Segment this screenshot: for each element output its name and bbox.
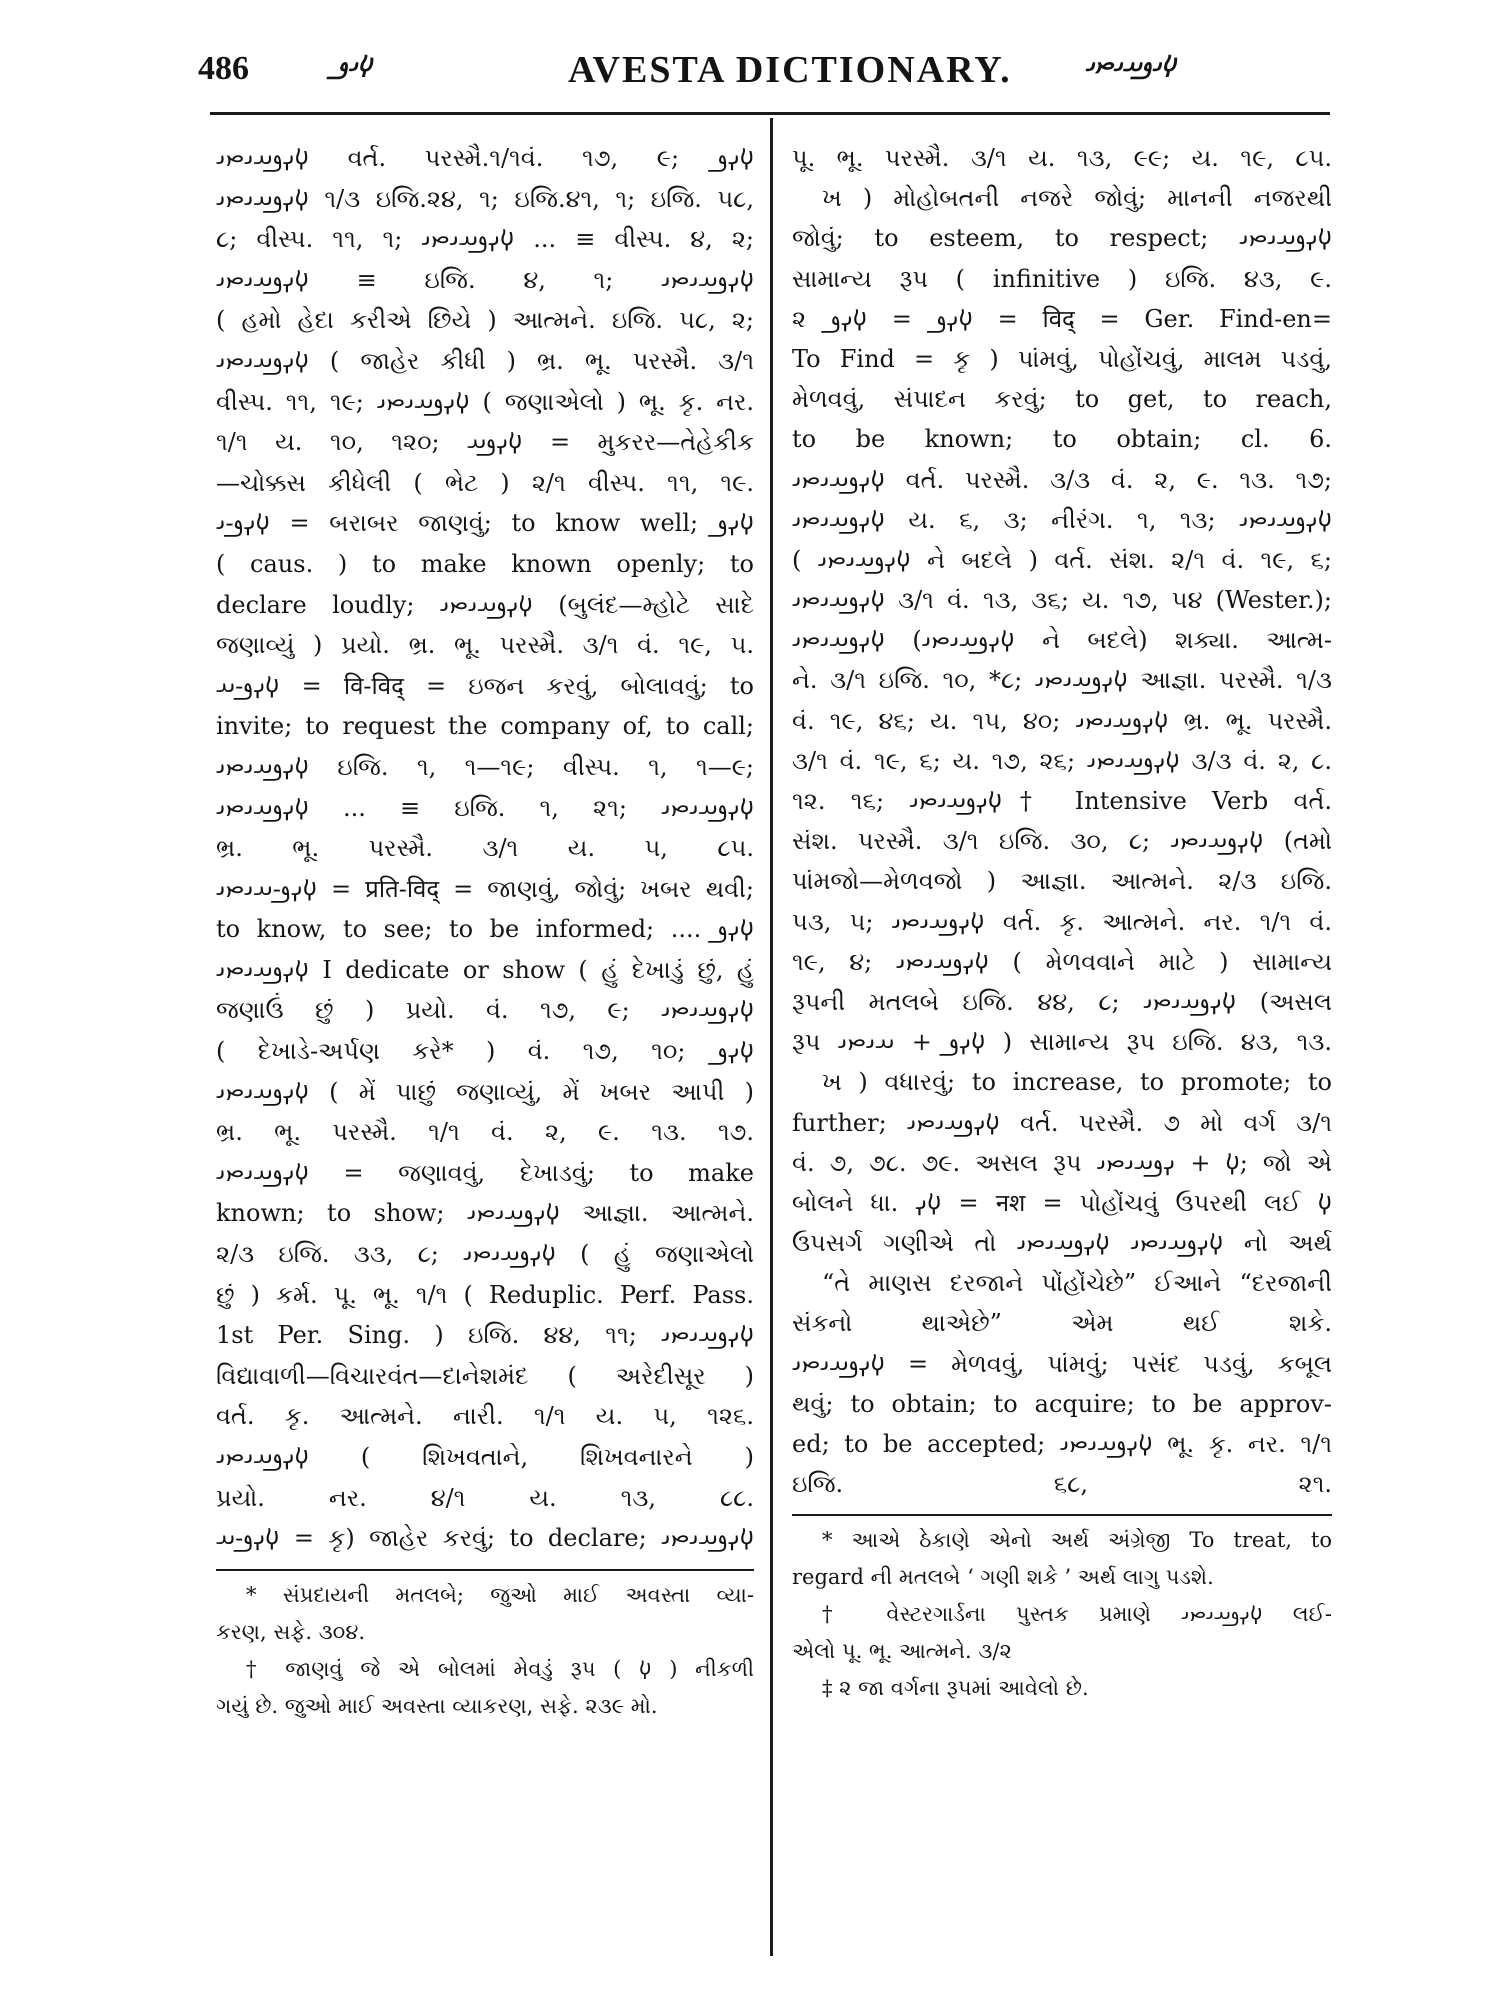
dictionary-text-line: “તે માણસ દરજાને પોંહોંચેછે” ઈઆને “દરજાની (822, 1269, 1332, 1298)
right-footnotes (792, 1522, 1332, 1707)
dictionary-text-line: ૧/૧ ય. ૧૦, ૧૨૦; 𐬬𐬍𐬛𐬀 = મુકરર—તેહેકીક (216, 428, 754, 457)
footnote-line: * સંપ્રદાયની મતલબે; જુઓ માઈ અવસ્તા વ્યા- (246, 1582, 754, 1607)
dictionary-text-line: સામાન્ય રૂપ ( infinitive ) ઇજિ. ૪૩, ૯. (792, 264, 1332, 293)
dictionary-text-line: ૮; વીસ્પ. ૧૧, ૧; 𐬬𐬍𐬛𐬀𐬌𐬙𐬌 ... ≡ વીસ્પ. ૪, ૨; (216, 225, 754, 254)
dictionary-text-line: ૩/૧ વં. ૧૯, ૬; ય. ૧૭, ૨૬; 𐬬𐬍𐬛𐬀𐬌𐬙𐬌 ૩/૩ વં. ૨, ૮. (792, 746, 1332, 775)
dictionary-text-line: ભ્ર. ભૂ. પરસ્મૈ. ૧/૧ વં. ૨, ૯. ૧૩. ૧૭. (216, 1118, 754, 1147)
dictionary-text-line: invite; to request the company of, to call; (216, 712, 754, 741)
dictionary-text-line: બોલને ધા. 𐬬𐬍 = नश = પોહોંચવું ઉપરથી લઈ 𐬬 (792, 1188, 1332, 1217)
dictionary-text-line: ઇજિ. ૬૮, ૨૧. (792, 1470, 1332, 1499)
dictionary-text-line: મેળવવું, સંપાદન કરવું; to get, to reach, (792, 385, 1332, 414)
dictionary-text-line: વં. ૭, ૭૮. ૭૯. અસલ રૂપ 𐬬 + 𐬍𐬛𐬀𐬌𐬙𐬌; જો એ (792, 1148, 1332, 1177)
dictionary-text-line: 𐬬𐬍𐬛-𐬀𐬌𐬙𐬌 = प्रति-विद् = જાણવું, જોવું; ખબર થવી; (216, 874, 754, 903)
dictionary-text-line: વર્ત. કૃ. આત્મને. નારી. ૧/૧ ય. ૫, ૧૨૬. (216, 1402, 754, 1431)
dictionary-text-line: To Find = કૃ ) પાંમવું, પોહોંચવું, માલમ પડવું, (792, 344, 1332, 373)
left-column (216, 138, 754, 1940)
dictionary-text-line: વીસ્પ. ૧૧, ૧૯; 𐬬𐬍𐬛𐬀𐬌𐬙𐬌 ( જણાએલો ) ભૂ. કૃ. નર. (216, 387, 754, 416)
dictionary-text-line: 𐬬𐬍𐬛𐬀𐬌𐬙𐬌 (𐬬𐬍𐬛𐬀𐬌𐬙𐬌 ને બદલે) શક્યા. આત્મ- (792, 626, 1332, 655)
dictionary-text-line: ed; to be accepted; 𐬬𐬍𐬛𐬀𐬌𐬙𐬌 ભૂ. કૃ. નર. ૧/૧ (792, 1430, 1332, 1458)
dictionary-text-line: ( દેખાડે-અર્પણ કરે* ) વં. ૧૭, ૧૦; 𐬬𐬍𐬛 (216, 1037, 754, 1066)
dictionary-text-line: પાંમજો—મેળવજો ) આજ્ઞા. આત્મને. ૨/૩ ઇજિ. (792, 867, 1332, 896)
footnote-line: ગયું છે. જુઓ માઈ અવસ્તા વ્યાકરણ, સફે. ૨૩૯ મો. (216, 1693, 658, 1718)
dictionary-text-line: જોવું; to esteem, to respect; 𐬬𐬍𐬛𐬀𐬌𐬙𐬌 (792, 224, 1332, 253)
dictionary-text-line: 𐬬𐬍𐬛𐬀𐬌𐬙𐬌 ( મેં પાછું જણાવ્યું, મેં ખબર આપી ) (216, 1077, 754, 1106)
dictionary-text-line: declare loudly; 𐬬𐬍𐬛𐬀𐬌𐬙𐬌 (બુલંદ—મ્હોટે સાદે (216, 590, 754, 619)
dictionary-text-line: વિદ્યાવાળી—વિચારવંત—દાનેશમંદ ( અરેદીસૂર ) (216, 1361, 754, 1390)
dictionary-text-line: ( 𐬬𐬍𐬛𐬀𐬌𐬙𐬌 ને બદલે ) વર્ત. સંશ. ૨/૧ વં. ૧૯, ૬; (792, 545, 1332, 574)
dictionary-text-line: ૧૯, ૪; 𐬬𐬍𐬛𐬀𐬌𐬙𐬌 ( મેળવવાને માટે ) સામાન્ય (792, 947, 1332, 976)
right-footnote-rule (792, 1514, 1332, 1516)
right-column (792, 138, 1332, 1953)
dictionary-text-line: જણાઉં છું ) પ્રયો. વં. ૧૭, ૯; 𐬬𐬍𐬛𐬀𐬌𐬙𐬌 (216, 996, 754, 1025)
page-number: 486 (198, 50, 249, 87)
header-left-avestan-word: 𐬬𐬌𐬛 (338, 50, 372, 79)
dictionary-text-line: 𐬬𐬍𐬛𐬀𐬌𐬙𐬌 ૧/૩ ઇજિ.૨૪, ૧; ઇજિ.૪૧, ૧; ઇજિ. ૫૮, (216, 184, 754, 213)
dictionary-text-line: 𐬬𐬍𐬛𐬀𐬌𐬙𐬌 ( શિખવતાને, શિખવનારને ) (216, 1443, 754, 1471)
dictionary-text-line: 𐬬𐬍𐬛𐬀𐬌𐬙𐬌 = જણાવવું, દેખાડવું; to make (216, 1158, 754, 1187)
dictionary-text-line: ઉપસર્ગ ગણીએ તો 𐬬𐬍𐬛𐬀𐬌𐬙𐬌 𐬬𐬍𐬛𐬀𐬌𐬙𐬌 નો અર્થ (792, 1229, 1332, 1258)
dictionary-text-line: 𐬬𐬍𐬛𐬀𐬌𐬙𐬌 = મેળવવું, પાંમવું; પસંદ પડવું, કબૂલ (792, 1349, 1332, 1378)
dictionary-text-line: ખ ) વધારવું; to increase, to promote; to (822, 1068, 1332, 1097)
header-rule (210, 112, 1330, 115)
dictionary-text-line: 𐬬𐬍𐬛𐬀𐬌𐬙𐬌 વર્ત. પરસ્મૈ.૧/૧વં. ૧૭, ૯; 𐬬𐬍𐬛 (216, 144, 754, 172)
left-column-text (216, 138, 754, 1559)
dictionary-text-line: વં. ૧૯, ૪૬; ય. ૧૫, ૪૦; 𐬬𐬍𐬛𐬀𐬌𐬙𐬌 ભ્ર. ભૂ. પરસ્મૈ. (792, 706, 1332, 735)
dictionary-text-line: રૂપની મતલબે ઇજિ. ૪૪, ૮; 𐬬𐬍𐬛𐬀𐬌𐬙𐬌 (અસલ (792, 987, 1332, 1016)
column-divider (770, 118, 773, 1956)
dictionary-text-line: પૂ. ભૂ. પરસ્મૈ. ૩/૧ ય. ૧૩, ૯૯; ય. ૧૯, ૮૫. (792, 144, 1332, 172)
dictionary-text-line: સંકનો થાએછે” એમ થઈ શકે. (792, 1309, 1332, 1338)
dictionary-text-line: 𐬬𐬍𐬛-𐬌 = બરાબર જાણવું; to know well; 𐬬𐬍𐬛 (216, 509, 754, 538)
page-title: AVESTA DICTIONARY. (568, 49, 1012, 91)
dictionary-text-line: 𐬬𐬍𐬛𐬀𐬌𐬙𐬌 ૩/૧ વં. ૧૩, ૩૬; ય. ૧૭, ૫૪ (Wester.); (792, 586, 1332, 615)
dictionary-text-line: જણાવ્યું ) પ્રયો. ભ્ર. ભૂ. પરસ્મૈ. ૩/૧ વં. ૧૯, ૫. (216, 631, 754, 660)
footnote-line: † જાણવું જે એ બોલમાં મેવડું રૂપ ( 𐬬 ) નીકળી (246, 1656, 754, 1681)
dictionary-text-line: ( caus. ) to make known openly; to (216, 549, 754, 578)
dictionary-text-line: 𐬬𐬍𐬛𐬀𐬌𐬙𐬌 ≡ ઇજિ. ૪, ૧; 𐬬𐬍𐬛𐬀𐬌𐬙𐬌 (216, 265, 754, 294)
footnote-line: regard ની મતલબે ‘ ગણી શકે ’ અર્થ લાગુ પડશે. (792, 1565, 1214, 1590)
dictionary-text-line: છું ) કર્મ. પૂ. ભૂ. ૧/૧ ( Reduplic. Perf. Pass. (216, 1280, 754, 1309)
dictionary-text-line: 𐬬𐬍𐬛𐬀𐬌𐬙𐬌 ... ≡ ઇજિ. ૧, ૨૧; 𐬬𐬍𐬛𐬀𐬌𐬙𐬌 (216, 793, 754, 822)
dictionary-text-line: —ચોક્કસ કીધેલી ( ભેટ ) ૨/૧ વીસ્પ. ૧૧, ૧૯. (216, 468, 754, 497)
dictionary-text-line: 1st Per. Sing. ) ઇજિ. ૪૪, ૧૧; 𐬬𐬍𐬛𐬀𐬌𐬙𐬌 (216, 1321, 754, 1350)
dictionary-text-line: ભ્ર. ભૂ. પરસ્મૈ. ૩/૧ ય. ૫, ૮૫. (216, 834, 754, 863)
dictionary-text-line: ખ ) મોહોબતની નજરે જોવું; માનની નજરથી (822, 184, 1332, 213)
header-right-avestan-word: 𐬬𐬌𐬛𐬀𐬌𐬙𐬌 (1085, 50, 1176, 79)
right-column-text (792, 138, 1332, 1504)
dictionary-text-line: પ્રયો. નર. ૪/૧ ય. ૧૩, ૮૮. (216, 1483, 754, 1512)
dictionary-text-line: ને. ૩/૧ ઇજિ. ૧૦, *૮; 𐬬𐬍𐬛𐬀𐬌𐬙𐬌 આજ્ઞા. પરસ્મૈ. ૧/૩ (792, 666, 1332, 695)
footnote-line: † વેસ્ટરગાર્ડના પુસ્તક પ્રમાણે 𐬬𐬍𐬛𐬀𐬌𐬙𐬌 લઈ- (822, 1602, 1332, 1627)
dictionary-text-line: ૫૩, ૫; 𐬬𐬍𐬛𐬀𐬌𐬙𐬌 વર્ત. કૃ. આત્મને. નર. ૧/૧ વં. (792, 907, 1332, 936)
footnote-line: કરણ, સફે. ૩૦૪. (216, 1619, 366, 1644)
dictionary-text-line: ૨/૩ ઇજિ. ૩૩, ૮; 𐬬𐬍𐬛𐬀𐬌𐬙𐬌 ( હું જણાએલો (216, 1240, 754, 1269)
dictionary-text-line: known; to show; 𐬬𐬍𐬛𐬀𐬌𐬙𐬌 આજ્ઞા. આત્મને. (216, 1199, 754, 1228)
footnote-line: એલો પૂ. ભૂ. આત્મને. ૩/૨ (792, 1639, 1012, 1664)
footnote-line: ‡ ૨ જા વર્ગના રૂપમાં આવેલો છે. (822, 1676, 1089, 1701)
footnote-line: * આએ ઠેકાણે એનો અર્થ અંગ્રેજી To treat, to (822, 1528, 1332, 1553)
dictionary-text-line: સંશ. પરસ્મૈ. ૩/૧ ઇજિ. ૩૦, ૮; 𐬬𐬍𐬛𐬀𐬌𐬙𐬌 (તમો (792, 827, 1332, 856)
dictionary-text-line: 𐬬𐬍𐬛-𐬀 = वि-विद् = ઇજન કરવું, બોલાવવું; to (216, 671, 754, 700)
dictionary-text-line: 𐬬𐬍𐬛𐬀𐬌𐬙𐬌 વર્ત. પરસ્મૈ. ૩/૩ વં. ૨, ૯. ૧૩. ૧૭; (792, 465, 1332, 494)
dictionary-text-line: ૨ 𐬬𐬍𐬛 = 𐬬𐬍𐬛 = विद् = Ger. Find-en= (792, 304, 1332, 333)
dictionary-text-line: to know, to see; to be informed; .... 𐬬𐬍𐬛 (216, 915, 754, 944)
dictionary-text-line: 𐬬𐬍𐬛𐬀𐬌𐬙𐬌 ( જાહેર કીધી ) ભ્ર. ભૂ. પરસ્મૈ. ૩/૧ (216, 346, 754, 375)
page-header (0, 42, 1500, 102)
dictionary-text-line: 𐬬𐬍𐬛𐬀𐬌𐬙𐬌 ય. ૬, ૩; નીરંગ. ૧, ૧૩; 𐬬𐬍𐬛𐬀𐬌𐬙𐬌 (792, 505, 1332, 534)
left-footnotes (216, 1577, 754, 1725)
dictionary-text-line: ( હમો હેદા કરીએ છિયે ) આત્મને. ઇજિ. ૫૮, ૨; (216, 306, 754, 335)
dictionary-text-line: ૧૨. ૧૬; 𐬬𐬍𐬛𐬀𐬌𐬙𐬌† Intensive Verb વર્ત. (792, 787, 1332, 815)
dictionary-text-line: રૂપ 𐬬𐬍𐬛 + 𐬀𐬌𐬙𐬌 ) સામાન્ય રૂપ ઇજિ. ૪૩, ૧૩. (792, 1028, 1332, 1057)
dictionary-text-line: થવું; to obtain; to acquire; to be approv- (792, 1389, 1332, 1418)
dictionary-text-line: 𐬬𐬍𐬛-𐬀 = કૃ) જાહેર કરવું; to declare; 𐬬𐬍𐬛𐬀𐬌𐬙𐬌 (216, 1524, 754, 1553)
left-footnote-rule (216, 1569, 754, 1571)
dictionary-text-line: to be known; to obtain; cl. 6. (792, 425, 1332, 454)
dictionary-text-line: 𐬬𐬍𐬛𐬀𐬌𐬙𐬌 ઇજિ. ૧, ૧—૧૯; વીસ્પ. ૧, ૧—૯; (216, 752, 754, 781)
dictionary-text-line: further; 𐬬𐬍𐬛𐬀𐬌𐬙𐬌 વર્ત. પરસ્મૈ. ૭ મો વર્ગ ૩/૧ (792, 1108, 1332, 1137)
dictionary-text-line: 𐬬𐬍𐬛𐬀𐬌𐬙𐬌 I dedicate or show ( હું દેખાડું છું, હું (216, 955, 754, 984)
